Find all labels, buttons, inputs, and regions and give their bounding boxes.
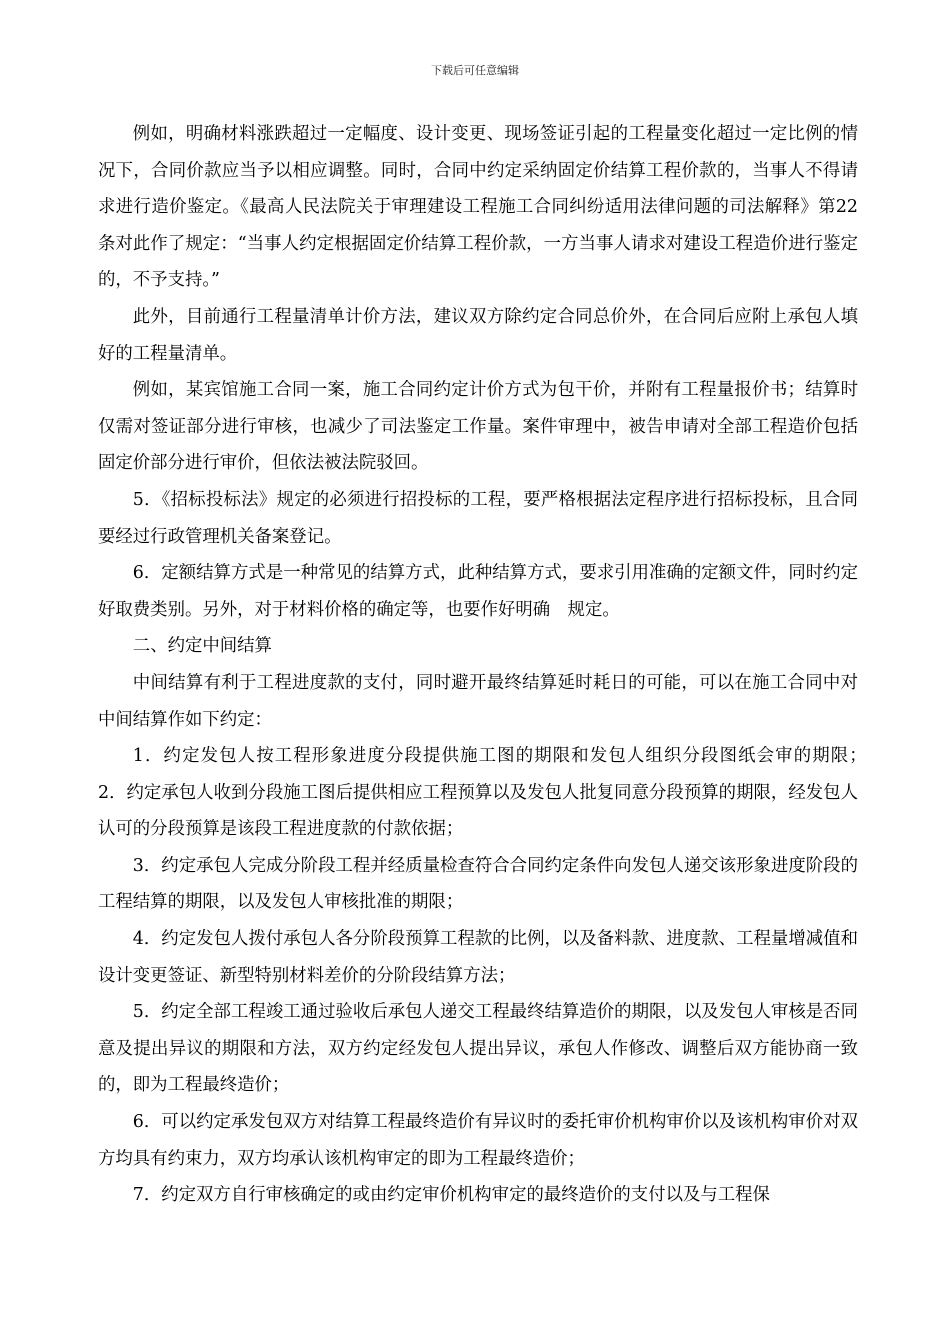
list-item: 3．约定承包人完成分阶段工程并经质量检查符合合同约定条件向发包人递交该形象进度阶段的工程结算的期限，以及发包人审核批准的期限； [98,855,858,913]
list-item: 6．可以约定承发包双方对结算工程最终造价有异议时的委托审价机构审价以及该机构审价对双方均具有约束力，双方均承认该机构审定的即为工程最终造价； [98,1112,858,1169]
paragraph: 中间结算有利于工程进度款的支付，同时避开最终结算延时耗日的可能，可以在施工合同中对中间结算作如下约定： [98,672,858,730]
list-item: 5．约定全部工程竣工通过验收后承包人递交工程最终结算造价的期限，以及发包人审核是否同意及提出异议的期限和方法，双方约定经发包人提出异议，承包人作修改、调整后双方能协商一致的，即为工程最终造价； [98,1002,858,1096]
list-item: 4．约定发包人拨付承包人各分阶段预算工程款的比例，以及备料款、进度款、工程量增减值和设计变更签证、新型特别材料差价的分阶段结算方法； [98,929,858,986]
page-header: 下载后可任意编辑 [431,64,519,77]
section-heading: 二、约定中间结算 [132,636,272,657]
paragraph: 例如，某宾馆施工合同一案，施工合同约定计价方式为包干价，并附有工程量报价书；结算时仅需对签证部分进行审核，也减少了司法鉴定工作量。案件审理中，被告申请对全部工程造价包括固定价部分进行审价，但依法被法院驳回。 [98,380,858,474]
paragraph: 此外，目前通行工程量清单计价方法，建议双方除约定合同总价外，在合同后应附上承包人填好的工程量清单。 [98,306,858,364]
paragraph: 6．定额结算方式是一种常见的结算方式，此种结算方式，要求引用准确的定额文件，同时约定好取费类别。另外，对于材料价格的确定等，也要作好明确 规定。 [98,563,858,620]
paragraph: 5．《招标投标法》规定的必须进行招投标的工程，要严格根据法定程序进行招标投标，且合同要经过行政管理机关备案登记。 [98,489,858,547]
paragraph: 例如，明确材料涨跌超过一定幅度、设计变更、现场签证引起的工程量变化超过一定比例的情况下，合同价款应当予以相应调整。同时，合同中约定采纳固定价结算工程价款的，当事人不得请求进行造价鉴定。《最高人民法院关于审理建设工程施工合同纠纷适用法律问题的司法解释》第22条对此作了规定：“当事人约定根据固定价结算工程价款，一方当事人请求对建设工程造价进行鉴定的，不予支持。” [98,124,858,291]
list-item: 1．约定发包人按工程形象进度分段提供施工图的期限和发包人组织分段图纸会审的期限； 2．约定承包人收到分段施工图后提供相应工程预算以及发包人批复同意分段预算的期限，经发包人认可的分段预算是该段工程进度款的付款依据； [98,746,893,840]
list-item: 7．约定双方自行审核确定的或由约定审价机构审定的最终造价的支付以及与工程保 [132,1185,770,1206]
document-body [98,116,893,1214]
